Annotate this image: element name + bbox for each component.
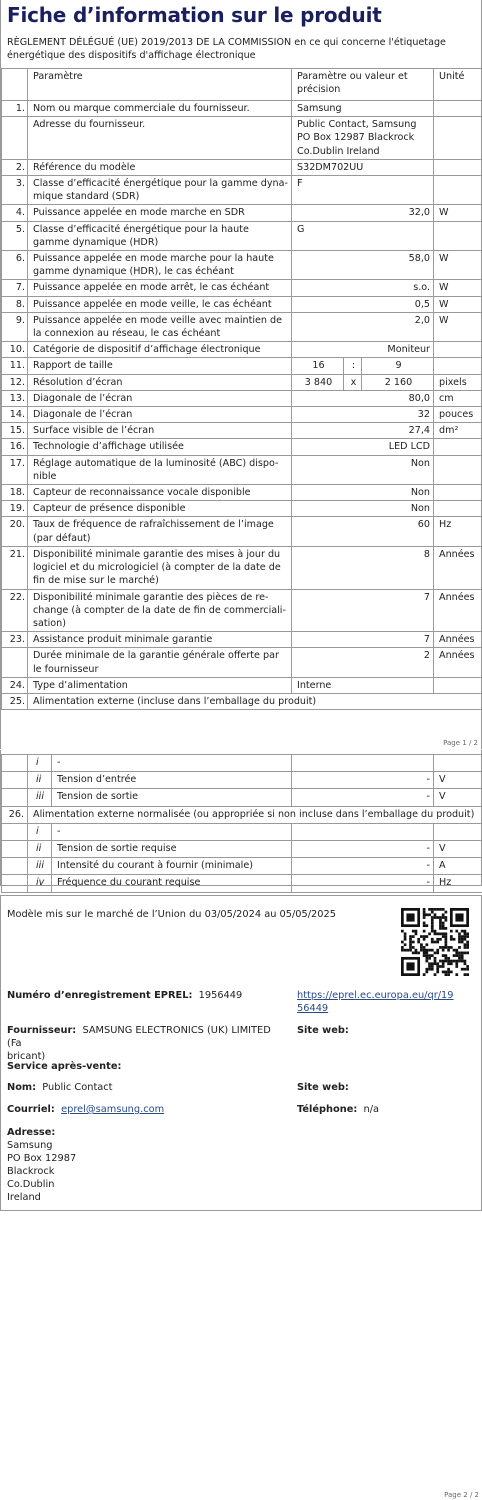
eprel-reg-label: Numéro d’enregistrement EPREL: xyxy=(7,990,193,1001)
row-number: 12. xyxy=(2,374,28,390)
qr-code-icon xyxy=(401,908,469,976)
row-number: 13. xyxy=(2,390,28,406)
row-label: Réglage automatique de la luminosité (ABC) dispo-nible xyxy=(28,455,292,484)
row-label: Puissance appelée en mode arrêt, le cas échéant xyxy=(28,280,292,296)
row-number: 23. xyxy=(2,632,28,648)
sub-index: ii xyxy=(28,772,52,789)
email-link[interactable]: eprel@samsung.com xyxy=(61,1104,165,1115)
row-unit xyxy=(434,485,482,501)
row-number: 3. xyxy=(2,176,28,205)
table-row xyxy=(2,772,482,789)
row-number: 4. xyxy=(2,205,28,221)
row-number: 21. xyxy=(2,546,28,589)
sub-index: iii xyxy=(28,789,52,806)
row-value: 2 xyxy=(292,648,434,677)
row-number xyxy=(2,875,28,892)
row-unit: V xyxy=(434,841,482,858)
row-value: S32DM702UU xyxy=(292,159,434,175)
row-unit: cm xyxy=(434,390,482,406)
row-label: Taux de fréquence de rafraîchissement de l’image (par défaut) xyxy=(28,517,292,546)
row-value: 27,4 xyxy=(292,423,434,439)
row-value: 7 xyxy=(292,589,434,632)
row-label: Puissance appelée en mode marche en SDR xyxy=(28,205,292,221)
row-unit: dm² xyxy=(434,423,482,439)
row-label: Puissance appelée en mode marche pour la haute gamme dynamique (HDR), le cas échéant xyxy=(28,251,292,280)
regulation-intro: RÈGLEMENT DÉLÉGUÉ (UE) 2019/2013 DE LA COMMISSION en ce qui concerne l'étiquetage énergétique des dispositifs d'affichage électronique xyxy=(7,37,446,61)
row-number xyxy=(2,772,28,789)
row-number: 7. xyxy=(2,280,28,296)
row-value: 7 xyxy=(292,632,434,648)
eprel-link[interactable]: https://eprel.ec.europa.eu/qr/19 56449 xyxy=(297,990,454,1014)
page-two-table-area xyxy=(0,750,482,889)
value-part-1: 3 840 xyxy=(292,374,344,390)
row-unit: pouces xyxy=(434,407,482,423)
row-number: 17. xyxy=(2,455,28,484)
table-row xyxy=(2,875,482,892)
value-separator: : xyxy=(344,358,362,374)
sub-index: i xyxy=(28,823,52,840)
name-value: Public Contact xyxy=(42,1082,113,1093)
row-number xyxy=(2,755,28,772)
table-row xyxy=(2,312,482,341)
row-label: Diagonale de l’écran xyxy=(28,407,292,423)
table-row xyxy=(2,823,482,840)
power-supply-table xyxy=(1,754,482,893)
table-row xyxy=(2,251,482,280)
row-unit xyxy=(434,677,482,693)
row-label: Alimentation externe normalisée (ou appropriée si non incluse dans l’emballage du produit) xyxy=(28,806,482,823)
row-value: - xyxy=(292,841,434,858)
table-row xyxy=(2,806,482,823)
row-label: Adresse du fournisseur. xyxy=(28,117,292,160)
table-row xyxy=(2,221,482,250)
row-value: 32,0 xyxy=(292,205,434,221)
row-number: 25. xyxy=(2,693,28,709)
website-label: Site web: xyxy=(297,1025,349,1036)
row-label: Référence du modèle xyxy=(28,159,292,175)
row-number: 24. xyxy=(2,677,28,693)
row-unit: W xyxy=(434,280,482,296)
row-number: 5. xyxy=(2,221,28,250)
row-label: Diagonale de l’écran xyxy=(28,390,292,406)
row-number: 15. xyxy=(2,423,28,439)
table-row xyxy=(2,632,482,648)
row-number: 11. xyxy=(2,358,28,374)
page-number: Page 1 / 2 xyxy=(443,739,478,747)
table-row xyxy=(2,648,482,677)
row-label: Disponibilité minimale garantie des pièces de re-change (à compter de la date de fin de commerciali-sation) xyxy=(28,589,292,632)
table-row xyxy=(2,205,482,221)
row-unit: V xyxy=(434,772,482,789)
table-row xyxy=(2,101,482,117)
email-label: Courriel: xyxy=(7,1104,55,1115)
table-row xyxy=(2,423,482,439)
address-block: Samsung PO Box 12987 Blackrock Co.Dublin Ireland xyxy=(7,1140,77,1203)
row-number: 18. xyxy=(2,485,28,501)
name-label: Nom: xyxy=(7,1082,37,1093)
row-unit xyxy=(434,221,482,250)
row-number: 19. xyxy=(2,501,28,517)
value-part-2: 2 160 xyxy=(362,374,434,390)
row-value: - xyxy=(292,858,434,875)
row-label: Intensité du courant à fournir (minimale) xyxy=(52,858,292,875)
row-label: Puissance appelée en mode veille, le cas échéant xyxy=(28,296,292,312)
row-label: Type d’alimentation xyxy=(28,677,292,693)
table-row xyxy=(2,117,482,160)
row-number: 26. xyxy=(2,806,28,823)
row-value: Non xyxy=(292,501,434,517)
phone-label: Téléphone: xyxy=(297,1104,358,1115)
row-value: - xyxy=(292,789,434,806)
value-part-1: 16 xyxy=(292,358,344,374)
row-unit: V xyxy=(434,789,482,806)
row-value: - xyxy=(292,875,434,892)
row-unit xyxy=(434,101,482,117)
row-value: 32 xyxy=(292,407,434,423)
row-value: 0,5 xyxy=(292,296,434,312)
row-unit: W xyxy=(434,312,482,341)
row-label: Catégorie de dispositif d’affichage électronique xyxy=(28,342,292,358)
row-label: Tension de sortie requise xyxy=(52,841,292,858)
table-row xyxy=(2,841,482,858)
table-row xyxy=(2,789,482,806)
row-label: Fréquence du courant requise xyxy=(52,875,292,892)
row-unit: Années xyxy=(434,546,482,589)
sub-index: i xyxy=(28,755,52,772)
row-number xyxy=(2,648,28,677)
row-number xyxy=(2,117,28,160)
row-label: Alimentation externe (incluse dans l’emballage du produit) xyxy=(28,693,482,709)
table-row xyxy=(2,296,482,312)
phone-value: n/a xyxy=(363,1104,380,1115)
row-label: Nom ou marque commerciale du fournisseur. xyxy=(28,101,292,117)
row-number xyxy=(2,823,28,840)
row-number: 1. xyxy=(2,101,28,117)
sub-index: ii xyxy=(28,841,52,858)
table-row xyxy=(2,485,482,501)
table-row xyxy=(2,677,482,693)
row-unit xyxy=(434,342,482,358)
table-row xyxy=(2,589,482,632)
address-label: Adresse: xyxy=(7,1127,56,1138)
header-value: Paramètre ou valeur et précision xyxy=(292,69,434,101)
row-unit: W xyxy=(434,251,482,280)
row-label: - xyxy=(52,755,292,772)
row-value: Non xyxy=(292,485,434,501)
row-value: s.o. xyxy=(292,280,434,296)
eprel-reg-value: 1956449 xyxy=(198,990,243,1001)
table-row xyxy=(2,342,482,358)
table-row xyxy=(2,358,482,374)
row-number xyxy=(2,789,28,806)
table-row xyxy=(2,159,482,175)
row-label: Technologie d’affichage utilisée xyxy=(28,439,292,455)
row-value: LED LCD xyxy=(292,439,434,455)
table-row xyxy=(2,693,482,709)
value-separator: x xyxy=(344,374,362,390)
row-label: Tension de sortie xyxy=(52,789,292,806)
row-number: 2. xyxy=(2,159,28,175)
row-value: 80,0 xyxy=(292,390,434,406)
row-label: Puissance appelée en mode veille avec maintien de la connexion au réseau, le cas échéant xyxy=(28,312,292,341)
table-row xyxy=(2,858,482,875)
page-number-2: Page 2 / 2 xyxy=(444,1491,479,1499)
row-number: 14. xyxy=(2,407,28,423)
table-row xyxy=(2,517,482,546)
row-unit xyxy=(434,358,482,374)
row-number: 10. xyxy=(2,342,28,358)
row-label: Assistance produit minimale garantie xyxy=(28,632,292,648)
table-row xyxy=(2,280,482,296)
row-unit: Hz xyxy=(434,875,482,892)
page-title: Fiche d’information sur le produit xyxy=(7,3,382,27)
row-number: 20. xyxy=(2,517,28,546)
table-row xyxy=(2,501,482,517)
row-unit xyxy=(434,501,482,517)
table-row xyxy=(2,390,482,406)
row-number: 16. xyxy=(2,439,28,455)
row-unit xyxy=(434,755,482,772)
row-label: Résolution d’écran xyxy=(28,374,292,390)
market-dates: Modèle mis sur le marché de l’Union du 03/05/2024 au 05/05/2025 xyxy=(7,909,336,920)
page-one xyxy=(0,0,482,749)
row-unit: Années xyxy=(434,589,482,632)
table-row xyxy=(2,546,482,589)
row-unit xyxy=(434,159,482,175)
row-unit: pixels xyxy=(434,374,482,390)
row-unit xyxy=(434,439,482,455)
eprel-section: Modèle mis sur le marché de l’Union du 03/05/2024 au 05/05/2025 Numéro d’enregistrement EPREL: 1956449 https://eprel.ec.europa.eu/qr/19 56449 Fournisseur: SAMSUNG ELECTRONICS (UK) LIMITED (Fa bricant) Site web: Service après-vente: Nom: Public Contact Site web: Courriel: eprel@samsung.com Téléphone: n/a Adresse: Samsung PO Box 12987 Blackrock Co.Dublin Ireland xyxy=(0,895,482,1211)
row-label: Surface visible de l’écran xyxy=(28,423,292,439)
row-value: Public Contact, Samsung PO Box 12987 Blackrock Co.Dublin Ireland xyxy=(292,117,434,160)
row-label: Capteur de reconnaissance vocale disponible xyxy=(28,485,292,501)
row-number xyxy=(2,858,28,875)
row-number: 9. xyxy=(2,312,28,341)
row-value: 58,0 xyxy=(292,251,434,280)
row-number: 22. xyxy=(2,589,28,632)
table-row xyxy=(2,176,482,205)
row-value: - xyxy=(292,772,434,789)
website2-label: Site web: xyxy=(297,1082,349,1093)
row-unit: Années xyxy=(434,632,482,648)
row-value: 60 xyxy=(292,517,434,546)
row-number xyxy=(2,841,28,858)
row-unit xyxy=(434,455,482,484)
row-label: Classe d’efficacité énergétique pour la haute gamme dynamique (HDR) xyxy=(28,221,292,250)
row-label: Classe d’efficacité énergétique pour la gamme dyna-mique standard (SDR) xyxy=(28,176,292,205)
row-value: Moniteur xyxy=(292,342,434,358)
row-value: Interne xyxy=(292,677,434,693)
row-label: Tension d’entrée xyxy=(52,772,292,789)
row-value: G xyxy=(292,221,434,250)
row-unit: Hz xyxy=(434,517,482,546)
row-label: Disponibilité minimale garantie des mises à jour du logiciel et du micrologiciel (à compter de la date de fin de mise sur le marché) xyxy=(28,546,292,589)
row-label: Durée minimale de la garantie générale offerte par le fournisseur xyxy=(28,648,292,677)
row-unit: Années xyxy=(434,648,482,677)
row-number: 8. xyxy=(2,296,28,312)
row-unit xyxy=(434,117,482,160)
row-label: Capteur de présence disponible xyxy=(28,501,292,517)
product-info-table xyxy=(1,68,482,710)
row-label: Rapport de taille xyxy=(28,358,292,374)
table-row xyxy=(2,407,482,423)
row-value: Samsung xyxy=(292,101,434,117)
table-row xyxy=(2,374,482,390)
row-label: - xyxy=(52,823,292,840)
header-param: Paramètre xyxy=(28,69,292,101)
row-unit xyxy=(434,176,482,205)
row-unit: A xyxy=(434,858,482,875)
table-row xyxy=(2,455,482,484)
table-header-row xyxy=(2,69,482,101)
row-value: 2,0 xyxy=(292,312,434,341)
table-row xyxy=(2,755,482,772)
supplier-label: Fournisseur: xyxy=(7,1025,77,1036)
sub-index: iii xyxy=(28,858,52,875)
service-label: Service après-vente: xyxy=(7,1061,122,1072)
row-value: F xyxy=(292,176,434,205)
row-unit: W xyxy=(434,296,482,312)
row-value xyxy=(292,755,434,772)
table-row xyxy=(2,439,482,455)
row-unit: W xyxy=(434,205,482,221)
row-number: 6. xyxy=(2,251,28,280)
row-value: 8 xyxy=(292,546,434,589)
row-value xyxy=(292,823,434,840)
row-value: Non xyxy=(292,455,434,484)
supplier-value: SAMSUNG ELECTRONICS (UK) LIMITED (Fa xyxy=(7,1025,271,1049)
sub-index: iv xyxy=(28,875,52,892)
value-part-2: 9 xyxy=(362,358,434,374)
header-unit: Unité xyxy=(434,69,482,101)
row-unit xyxy=(434,823,482,840)
